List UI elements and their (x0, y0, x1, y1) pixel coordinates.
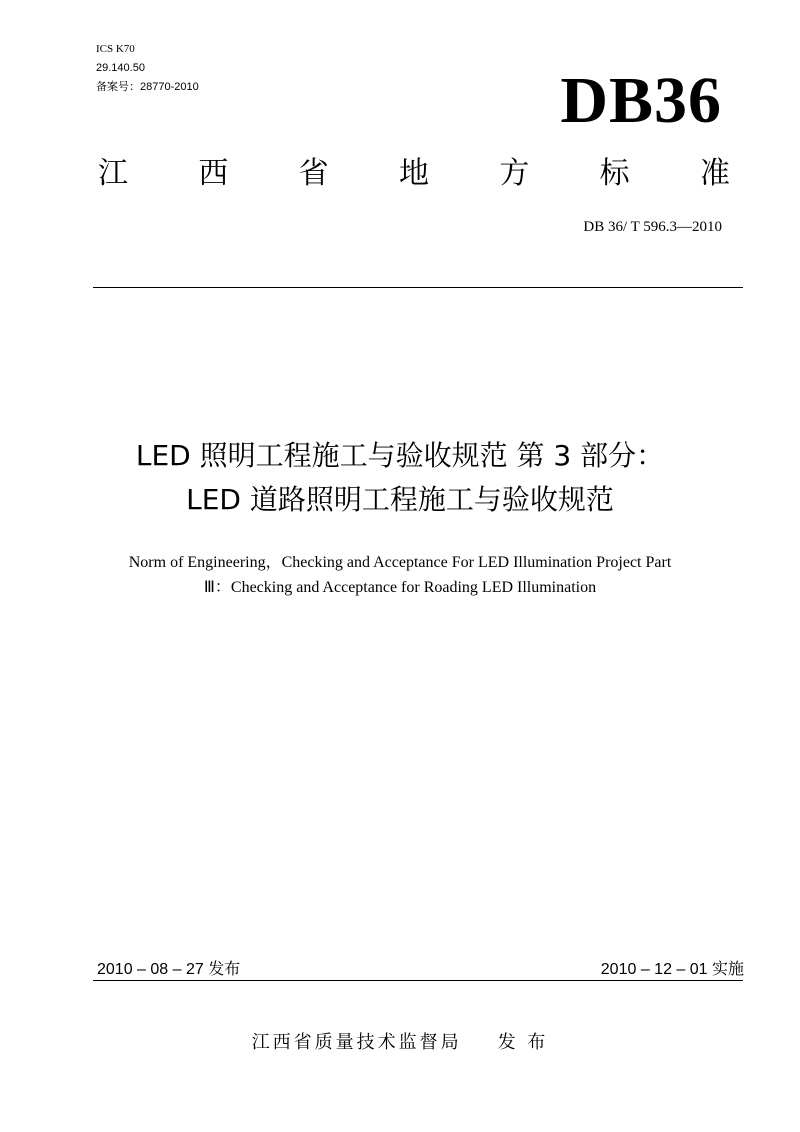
standard-type-char: 标 (599, 156, 630, 191)
chinese-title (0, 434, 800, 522)
header-divider (93, 287, 743, 288)
standard-type-title (98, 154, 730, 194)
record-number: 备案号：28770-2010 (96, 81, 199, 93)
footer-divider (93, 980, 743, 981)
standard-type-char: 西 (198, 156, 229, 191)
implementation-date: 2010 – 12 – 01 实施 (600, 961, 744, 978)
standard-type-char: 方 (499, 156, 530, 191)
chinese-title-line-2: LED 道路照明工程施工与验收规范 (186, 483, 614, 516)
standard-type-char: 准 (699, 156, 730, 191)
publish-date: 2010 – 08 – 27 发布 (97, 961, 241, 978)
ics-label: ICS K70 (96, 43, 135, 55)
standard-type-char: 省 (298, 156, 329, 191)
classification-block (96, 40, 199, 97)
standard-number: DB 36/ T 596.3—2010 (583, 219, 722, 235)
standard-code: DB36 (560, 64, 722, 137)
english-title-line-2: Ⅲ：Checking and Acceptance for Roading LED Illumination (203, 579, 597, 596)
issue-action: 发 布 (497, 1032, 549, 1053)
chinese-title-line-1: LED 照明工程施工与验收规范 第 3 部分： (135, 439, 665, 472)
standard-type-char: 江 (98, 156, 128, 191)
standard-type-char: 地 (398, 156, 429, 191)
ics-code: 29.140.50 (96, 62, 145, 74)
issuer-line (0, 1030, 800, 1056)
english-title (0, 550, 800, 600)
issuing-authority: 江西省质量技术监督局 (251, 1032, 462, 1053)
english-title-line-1: Norm of Engineering，Checking and Acceptance For LED Illumination Project Part (128, 554, 672, 571)
